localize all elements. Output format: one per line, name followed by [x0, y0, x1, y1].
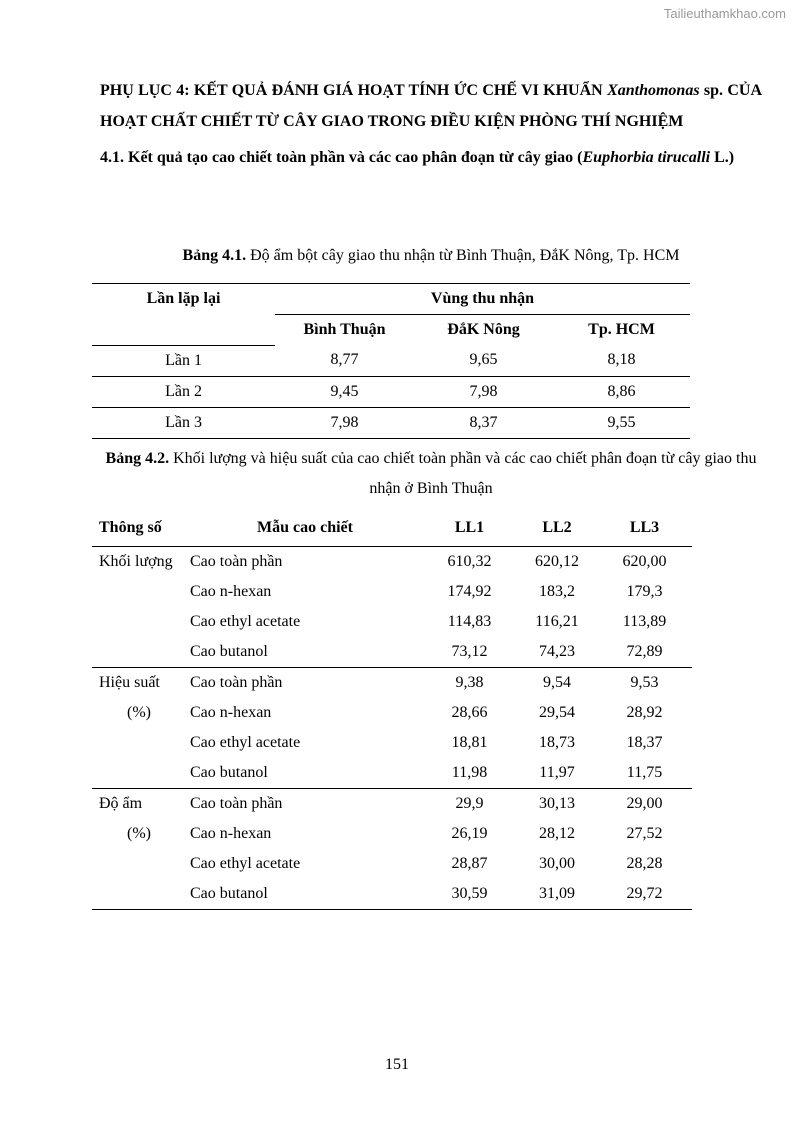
cell-value: 8,77: [275, 345, 414, 376]
row-label: Lần 1: [92, 345, 275, 376]
table1-caption-text: Độ ẩm bột cây giao thu nhận từ Bình Thuận, ĐắK Nông, Tp. HCM: [246, 247, 680, 264]
table-row: [92, 789, 692, 820]
cell-value: 29,54: [539, 704, 575, 721]
sample-label: Cao toàn phần: [190, 795, 283, 812]
table-row: [92, 637, 692, 668]
watermark: Tailieuthamkhao.com: [663, 6, 786, 21]
row-label: Lần 3: [92, 407, 275, 438]
cell-value: 28,92: [626, 704, 663, 721]
table-row: [92, 728, 692, 758]
cell-value: 610,32: [447, 553, 492, 570]
cell-value: 11,98: [422, 758, 517, 789]
table1-region: Bình Thuận: [303, 321, 386, 338]
cell-value: 8,18: [553, 345, 690, 376]
cell-value: 116,21: [535, 613, 579, 630]
cell-value: 9,65: [414, 345, 553, 376]
sample-label: Cao n-hexan: [190, 825, 272, 842]
cell-value: 620,12: [535, 553, 579, 570]
cell-value: 9,55: [553, 407, 690, 438]
cell-value: 30,59: [422, 879, 517, 910]
cell-value: 9,53: [630, 674, 659, 691]
table-row: [92, 698, 692, 728]
cell-value: 29,72: [597, 879, 692, 910]
sample-label: Cao n-hexan: [190, 704, 272, 721]
cell-value: 18,73: [539, 734, 575, 751]
cell-value: 620,00: [622, 553, 667, 570]
cell-value: 31,09: [517, 879, 597, 910]
heading-part1: PHỤ LỤC 4: KẾT QUẢ ĐÁNH GIÁ HOẠT TÍNH ỨC CHẾ VI KHUẨN: [100, 82, 608, 99]
sample-label: Cao ethyl acetate: [190, 613, 301, 630]
sample-label: Cao ethyl acetate: [190, 734, 301, 751]
cell-value: 26,19: [451, 825, 488, 842]
cell-value: 28,12: [539, 825, 575, 842]
appendix-heading: [100, 75, 762, 137]
heading-part2: sp. CỦA HOẠT CHẤT CHIẾT TỪ CÂY GIAO TRONG ĐIỀU KIỆN PHÒNG THÍ NGHIỆM: [100, 82, 763, 130]
cell-value: 7,98: [275, 407, 414, 438]
table-row: [92, 879, 692, 910]
table2-caption: [100, 444, 762, 504]
sample-label: Cao butanol: [190, 637, 422, 668]
content: [100, 75, 762, 173]
param-unit: (%): [127, 825, 151, 842]
table2: [92, 510, 692, 910]
table2-header-ll1: LL1: [422, 510, 517, 547]
table-row: [92, 577, 692, 607]
section-heading: [100, 142, 762, 173]
sample-label: Cao toàn phần: [190, 553, 283, 570]
table-row: [92, 547, 692, 578]
cell-value: 28,87: [451, 855, 488, 872]
cell-value: 8,86: [553, 376, 690, 407]
table2-header-param: Thông số: [92, 510, 190, 547]
sample-label: Cao n-hexan: [190, 583, 272, 600]
cell-value: 174,92: [447, 583, 492, 600]
cell-value: 18,81: [451, 734, 488, 751]
cell-value: 9,38: [455, 674, 484, 691]
sample-label: Cao butanol: [190, 758, 422, 789]
cell-value: 9,54: [543, 674, 571, 691]
page-number: 151: [385, 1056, 409, 1073]
table-row: [92, 376, 690, 407]
cell-value: 74,23: [517, 637, 597, 668]
cell-value: 29,9: [455, 795, 484, 812]
sample-label: Cao butanol: [190, 879, 422, 910]
row-label: Lần 2: [92, 376, 275, 407]
cell-value: 8,37: [414, 407, 553, 438]
cell-value: 30,13: [539, 795, 575, 812]
section-part1: 4.1. Kết quả tạo cao chiết toàn phần và các cao phân đoạn từ cây giao (: [100, 149, 583, 166]
cell-value: 11,75: [597, 758, 692, 789]
cell-value: 73,12: [422, 637, 517, 668]
table-row: [92, 849, 692, 879]
cell-value: 179,3: [626, 583, 663, 600]
table-row: [92, 758, 692, 789]
table-row: [92, 607, 692, 637]
cell-value: 183,2: [539, 583, 575, 600]
cell-value: 28,28: [626, 855, 663, 872]
cell-value: 7,98: [414, 376, 553, 407]
cell-value: 27,52: [626, 825, 663, 842]
table-row: [92, 668, 692, 699]
table1-region: ĐắK Nông: [447, 321, 520, 338]
param-label: Hiệu suất: [99, 674, 160, 691]
table1-region: Tp. HCM: [588, 321, 655, 338]
param-label: Khối lượng: [99, 553, 173, 570]
sample-label: Cao ethyl acetate: [190, 855, 301, 872]
table2-caption-label: Bảng 4.2.: [105, 450, 170, 467]
cell-value: 9,45: [275, 376, 414, 407]
cell-value: 29,00: [626, 795, 663, 812]
table2-header-ll3: LL3: [597, 510, 692, 547]
table1-caption-label: Bảng 4.1.: [182, 247, 247, 264]
table-row: [92, 407, 690, 438]
table2-caption-text: Khối lượng và hiệu suất của cao chiết toàn phần và các cao chiết phân đoạn từ cây giao thu nhận ở Bình Thuận: [169, 450, 757, 497]
table1-col-repeat: Lần lặp lại: [92, 284, 275, 315]
table-row: [92, 819, 692, 849]
section-species: Euphorbia tirucalli: [582, 149, 711, 166]
param-unit: (%): [127, 704, 151, 721]
section-part2: L.): [710, 149, 735, 166]
cell-value: 72,89: [597, 637, 692, 668]
param-label: Độ ẩm: [99, 795, 143, 812]
cell-value: 114,83: [447, 613, 492, 630]
cell-value: 30,00: [539, 855, 575, 872]
cell-value: 28,66: [451, 704, 488, 721]
sample-label: Cao toàn phần: [190, 674, 283, 691]
cell-value: 113,89: [622, 613, 667, 630]
table2-header-sample: Mẫu cao chiết: [190, 510, 422, 547]
table2-header-ll2: LL2: [517, 510, 597, 547]
table1-col-region: Vùng thu nhận: [275, 284, 690, 315]
cell-value: 18,37: [626, 734, 663, 751]
table1-caption: [100, 241, 762, 271]
table-row: [92, 345, 690, 376]
heading-species: Xanthomonas: [607, 82, 700, 99]
cell-value: 11,97: [517, 758, 597, 789]
table1: [92, 283, 690, 439]
